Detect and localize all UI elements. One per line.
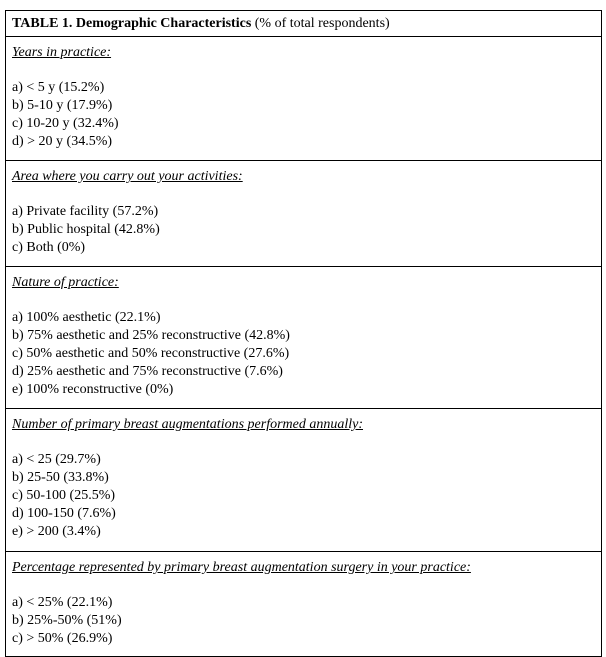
list-item: e) 100% reconstructive (0%)	[12, 382, 174, 397]
list-item: d) > 20 y (34.5%)	[12, 134, 113, 149]
list-item: b) 5-10 y (17.9%)	[12, 98, 113, 113]
section-items	[12, 594, 595, 648]
section-title: Percentage represented by primary breast augmentation surgery in your practice:	[12, 560, 471, 575]
list-item: b) 25-50 (33.8%)	[12, 470, 109, 485]
list-item: b) Public hospital (42.8%)	[12, 222, 160, 237]
table-title-note: (% of total respondents)	[251, 16, 390, 31]
list-item: b) 25%-50% (51%)	[12, 613, 122, 628]
section-items	[12, 451, 595, 541]
list-item: c) 50-100 (25.5%)	[12, 488, 116, 503]
list-item: d) 100-150 (7.6%)	[12, 506, 116, 521]
section-years-in-practice	[6, 37, 601, 161]
list-item: a) 100% aesthetic (22.1%)	[12, 310, 161, 325]
section-items	[12, 79, 595, 151]
list-item: a) < 5 y (15.2%)	[12, 80, 105, 95]
list-item: b) 75% aesthetic and 25% reconstructive (42.8%)	[12, 328, 290, 343]
section-augmentation-share	[6, 552, 601, 656]
section-title: Nature of practice:	[12, 275, 119, 290]
table-title-bold: TABLE 1. Demographic Characteristics	[12, 16, 252, 31]
list-item: a) < 25% (22.1%)	[12, 595, 113, 610]
list-item: c) > 50% (26.9%)	[12, 631, 113, 646]
section-title: Number of primary breast augmentations performed annually:	[12, 417, 364, 432]
section-nature-of-practice	[6, 267, 601, 409]
section-items	[12, 309, 595, 399]
demographics-table	[5, 10, 602, 657]
table-title	[6, 11, 601, 37]
section-title: Years in practice:	[12, 45, 112, 60]
list-item: e) > 200 (3.4%)	[12, 524, 101, 539]
list-item: c) 10-20 y (32.4%)	[12, 116, 119, 131]
section-title: Area where you carry out your activities:	[12, 169, 243, 184]
list-item: c) Both (0%)	[12, 240, 86, 255]
list-item: a) < 25 (29.7%)	[12, 452, 101, 467]
section-items	[12, 203, 595, 257]
section-annual-augmentations	[6, 409, 601, 552]
list-item: c) 50% aesthetic and 50% reconstructive (27.6%)	[12, 346, 290, 361]
list-item: a) Private facility (57.2%)	[12, 204, 159, 219]
section-area-of-activities	[6, 161, 601, 267]
list-item: d) 25% aesthetic and 75% reconstructive (7.6%)	[12, 364, 283, 379]
